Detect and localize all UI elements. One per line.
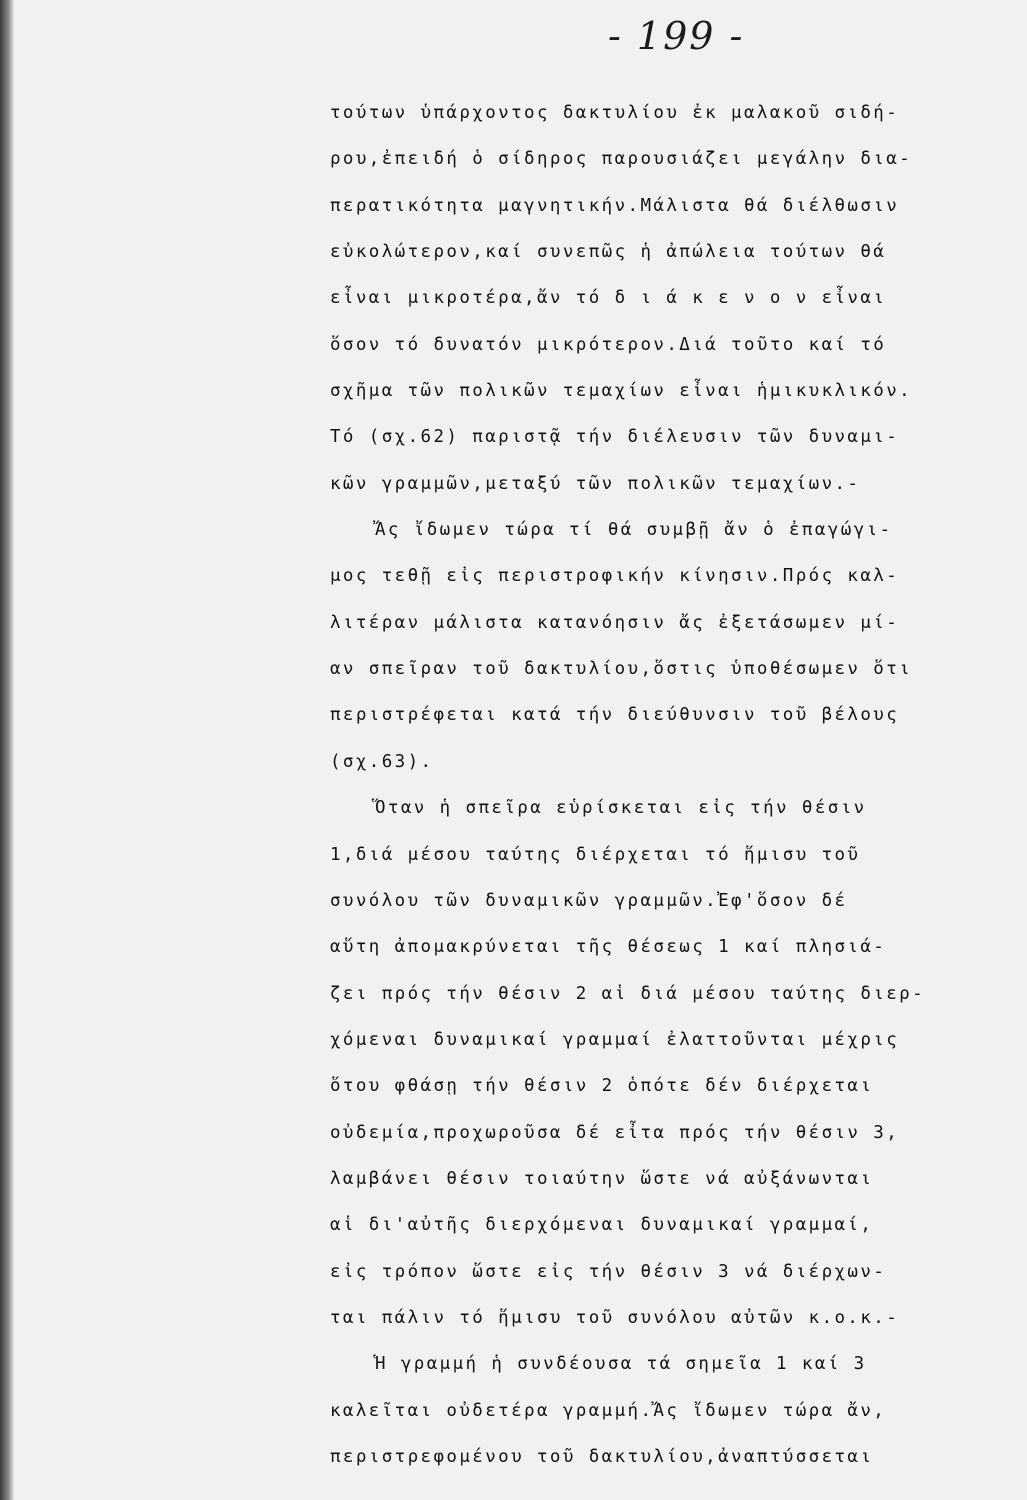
text-line: ὅτου φθάσῃ τήν θέσιν 2 ὁπότε δέν διέρχεται xyxy=(330,1076,874,1097)
text-line: καλεῖται οὐδετέρα γραμμή.Ἄς ἴδωμεν τώρα ἄν, xyxy=(330,1400,887,1421)
text-line: αὕτη ἀπομακρύνεται τῆς θέσεως 1 καί πλησιά- xyxy=(330,937,887,958)
text-line: μος τεθῇ εἰς περιστροφικήν κίνησιν.Πρός καλ- xyxy=(330,566,900,587)
text-line: εἰς τρόπον ὥστε εἰς τήν θέσιν 3 νά διέρχων- xyxy=(330,1261,887,1282)
text-line: Τό (σχ.62) παριστᾷ τήν διέλευσιν τῶν δυναμι- xyxy=(330,427,900,448)
text-line: ζει πρός τήν θέσιν 2 αἱ διά μέσου ταύτης διερ- xyxy=(330,983,926,1004)
text-line: Ἡ γραμμή ἡ συνδέουσα τά σημεῖα 1 καί 3 xyxy=(375,1354,867,1375)
text-line: ρου,ἐπειδή ὁ σίδηρος παρουσιάζει μεγάλην δια- xyxy=(330,149,913,170)
text-line: εἶναι μικροτέρα,ἄν τό δ ι ά κ ε ν ο ν εἶναι xyxy=(330,288,887,309)
text-line: οὐδεμία,προχωροῦσα δέ εἶτα πρός τήν θέσιν 3, xyxy=(330,1122,900,1143)
text-line: ται πάλιν τό ἥμισυ τοῦ συνόλου αὐτῶν κ.ο.κ.- xyxy=(330,1307,900,1328)
text-line: Ἄς ἴδωμεν τώρα τί θά συμβῇ ἄν ὁ ἐπαγώγι- xyxy=(375,520,893,541)
page-binding-shadow xyxy=(0,0,14,1500)
text-line: περιστρέφεται κατά τήν διεύθυνσιν τοῦ βέλους xyxy=(330,705,900,726)
text-line: κῶν γραμμῶν,μεταξύ τῶν πολικῶν τεμαχίων.- xyxy=(330,473,861,494)
text-line: λιτέραν μάλιστα κατανόησιν ἄς ἐξετάσωμεν μί- xyxy=(330,612,900,633)
text-line: περατικότητα μαγνητικήν.Μάλιστα θά διέλθωσιν xyxy=(330,195,900,216)
typed-text-block xyxy=(330,90,960,1480)
text-line: (σχ.63). xyxy=(330,751,434,772)
text-line: αἱ δι'αὐτῆς διερχόμεναι δυναμικαί γραμμαί, xyxy=(330,1215,874,1236)
text-line: σχῆμα τῶν πολικῶν τεμαχίων εἶναι ἡμικυκλικόν. xyxy=(330,381,913,402)
text-line: λαμβάνει θέσιν τοιαύτην ὥστε νά αὐξάνωνται xyxy=(330,1168,874,1189)
text-line: συνόλου τῶν δυναμικῶν γραμμῶν.Ἐφ'ὅσον δέ xyxy=(330,890,848,911)
text-line: τούτων ὑπάρχοντος δακτυλίου ἐκ μαλακοῦ σιδή- xyxy=(330,103,900,123)
text-line: Ὅταν ἡ σπεῖρα εὑρίσκεται εἰς τήν θέσιν xyxy=(375,798,867,819)
text-line: χόμεναι δυναμικαί γραμμαί ἐλαττοῦνται μέχρις xyxy=(330,1029,900,1050)
text-line: αν σπεῖραν τοῦ δακτυλίου,ὅστις ὑποθέσωμεν ὅτι xyxy=(330,659,913,680)
page-number: - 199 - xyxy=(608,14,745,58)
text-line: ὅσον τό δυνατόν μικρότερον.Διά τοῦτο καί τό xyxy=(330,334,887,355)
text-line: 1,διά μέσου ταύτης διέρχεται τό ἥμισυ τοῦ xyxy=(330,844,861,865)
text-line: περιστρεφομένου τοῦ δακτυλίου,ἀναπτύσσεται xyxy=(330,1446,874,1467)
text-line: εὐκολώτερον,καί συνεπῶς ἡ ἀπώλεια τούτων θά xyxy=(330,242,887,263)
